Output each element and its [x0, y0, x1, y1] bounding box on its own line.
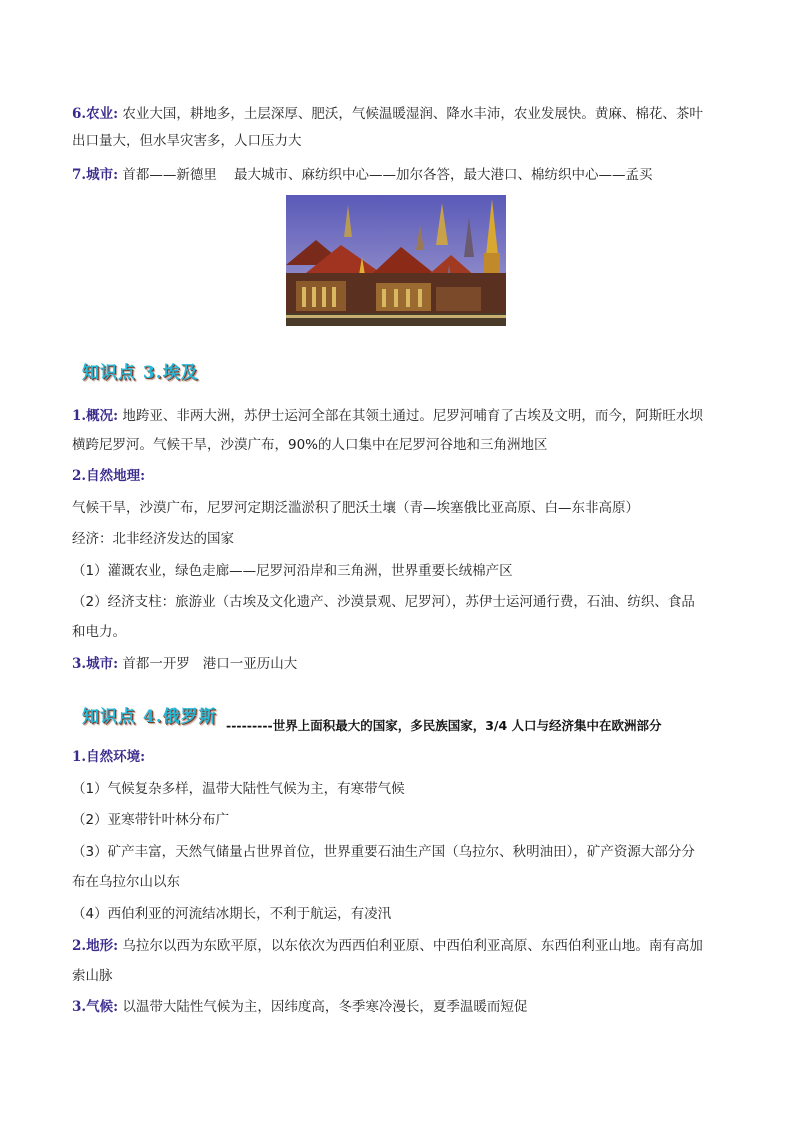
russia-env-label: 1.自然环境:: [72, 749, 146, 765]
temple-illustration: [286, 195, 506, 326]
russia-climate-label: 3.气候:: [72, 999, 119, 1015]
egypt-overview-text-2: 横跨尼罗河。气候干旱，沙漠广布，90%的人口集中在尼罗河谷地和三角洲地区: [72, 437, 548, 453]
city-paragraph: [72, 165, 732, 185]
russia-climate: [72, 997, 732, 1017]
egypt-item-2-cont: 和电力。: [72, 624, 126, 640]
egypt-item-2: （2）经济支柱：旅游业（古埃及文化遗产、沙漠景观、尼罗河），苏伊士运河通行费，石油、纺织、食品: [72, 594, 695, 610]
russia-env-heading: [72, 747, 732, 767]
russia-climate-text: 以温带大陆性气候为主，因纬度高，冬季寒冷漫长，夏季温暖而短促: [118, 999, 528, 1015]
egypt-geo-heading: [72, 466, 732, 486]
egypt-overview-label: 1.概况:: [72, 408, 119, 424]
russia-env-3-cont: 布在乌拉尔山以东: [72, 874, 180, 890]
russia-env-1: （1）气候复杂多样，温带大陆性气候为主，有寒带气候: [72, 781, 405, 797]
agriculture-label: 6.农业:: [72, 106, 119, 122]
egypt-overview: [72, 406, 732, 426]
egypt-overview-cont: [72, 435, 732, 455]
temple-photo: [286, 195, 506, 326]
russia-env-4: （4）西伯利亚的河流结冰期长，不利于航运，有凌汛: [72, 906, 392, 922]
egypt-geo-label: 2.自然地理:: [72, 468, 146, 484]
russia-env-2: （2）亚寒带针叶林分布广: [72, 812, 230, 828]
egypt-city: [72, 654, 732, 674]
city-label: 7.城市:: [72, 167, 119, 183]
egypt-heading: 知识点 3.埃及: [82, 363, 199, 383]
agriculture-text: 农业大国，耕地多，土层深厚、肥沃，气候温暖湿润、降水丰沛，农业发展快。黄麻、棉花、茶叶: [118, 106, 703, 122]
russia-heading: 知识点 4.俄罗斯: [82, 707, 217, 727]
russia-terrain-cont: 索山脉: [72, 968, 113, 984]
russia-terrain-label: 2.地形:: [72, 938, 119, 954]
agriculture-text-2: 出口量大，但水旱灾害多，人口压力大: [72, 133, 302, 149]
egypt-econ-text: 经济：北非经济发达的国家: [72, 531, 234, 547]
egypt-geo-text: 气候干旱，沙漠广布，尼罗河定期泛滥淤积了肥沃土壤（青—埃塞俄比亚高原、白—东非高原）: [72, 500, 639, 516]
russia-terrain: [72, 936, 732, 956]
egypt-city-text: 首都一开罗 港口一亚历山大: [118, 656, 298, 672]
city-text: 首都——新德里 最大城市、麻纺织中心——加尔各答，最大港口、棉纺织中心——孟买: [118, 167, 653, 183]
egypt-city-label: 3.城市:: [72, 656, 119, 672]
egypt-item-1: （1）灌溉农业，绿色走廊——尼罗河沿岸和三角洲，世界重要长绒棉产区: [72, 563, 513, 579]
egypt-overview-text: 地跨亚、非两大洲，苏伊士运河全部在其领土通过。尼罗河哺育了古埃及文明，而今，阿斯旺水坝: [118, 408, 703, 424]
russia-subtitle: ---------世界上面积最大的国家，多民族国家，3/4 人口与经济集中在欧洲部分: [226, 718, 662, 733]
russia-terrain-text: 乌拉尔以西为东欧平原，以东依次为西西伯利亚原、中西伯利亚高原、东西伯利亚山地。南有高加: [118, 938, 703, 954]
agriculture-paragraph: [72, 104, 732, 124]
russia-env-3: （3）矿产丰富，天然气储量占世界首位，世界重要石油生产国（乌拉尔、秋明油田），矿产资源大部分分: [72, 844, 695, 860]
agriculture-paragraph-cont: [72, 131, 732, 151]
